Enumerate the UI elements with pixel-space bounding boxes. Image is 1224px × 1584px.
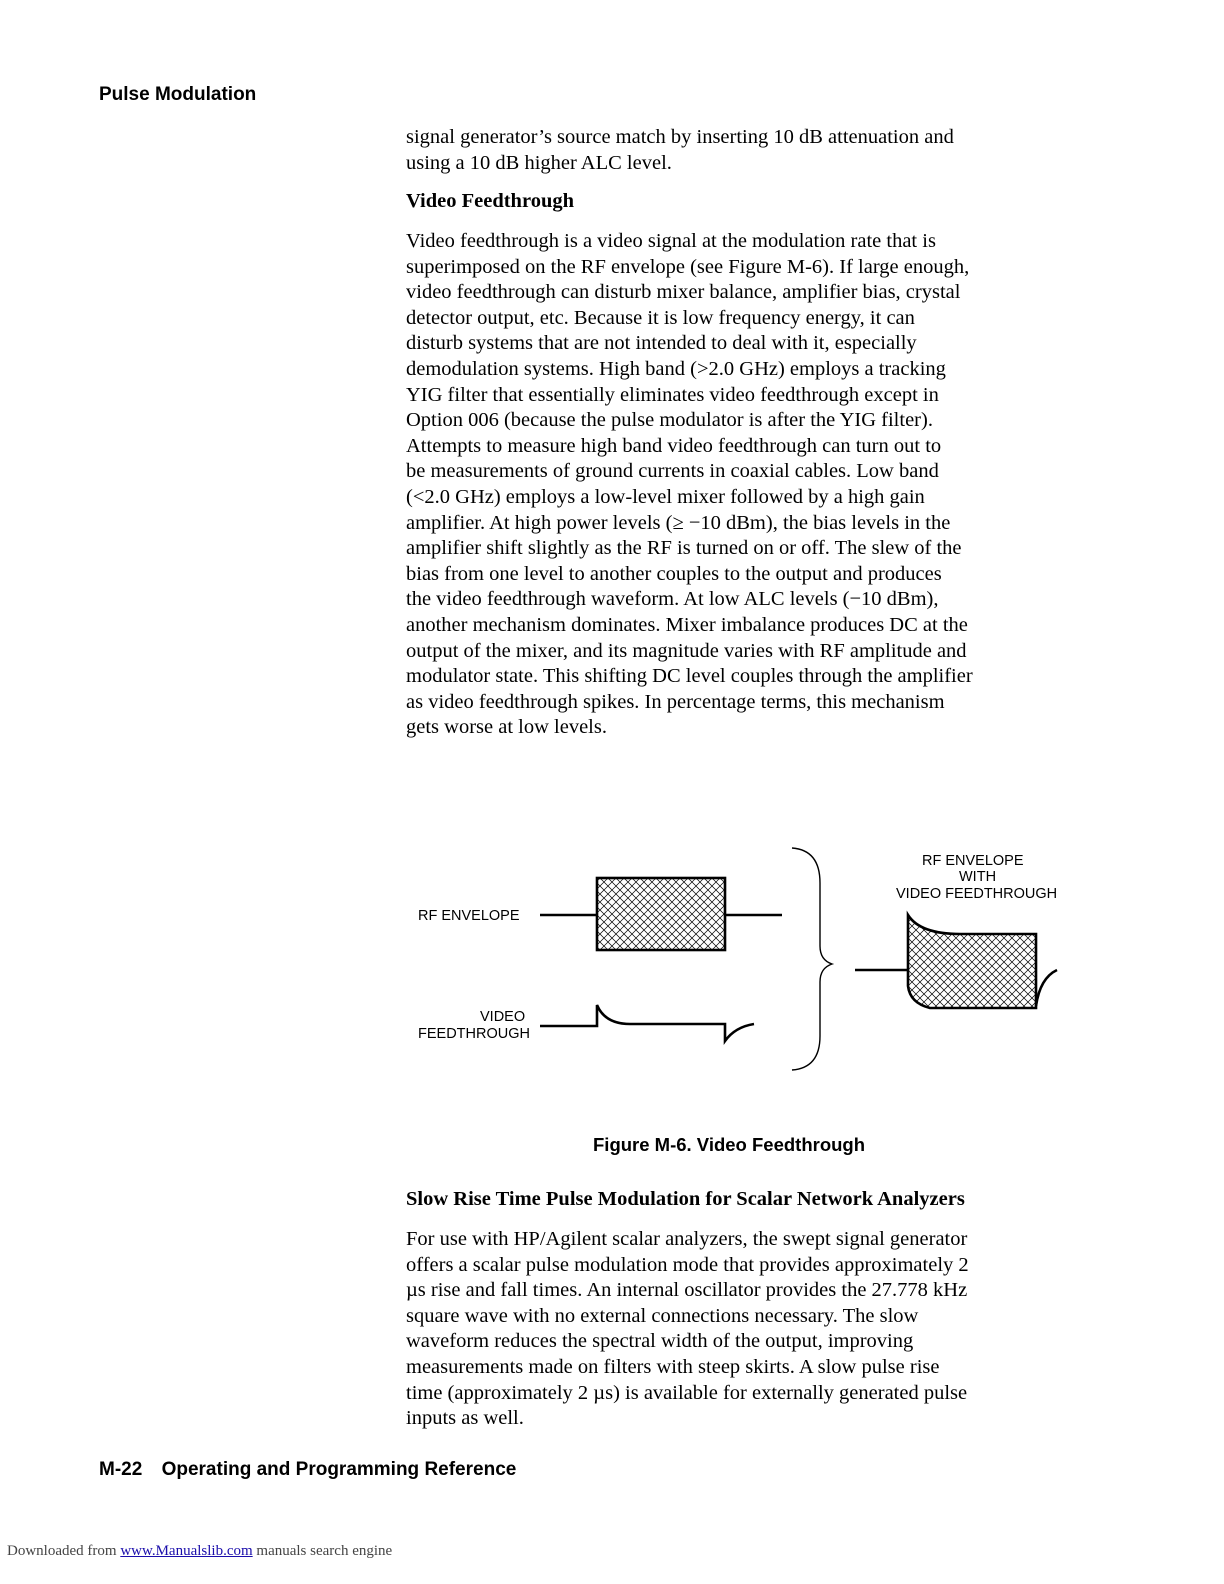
paragraph-line: modulator state. This shifting DC level couples through the amplifier	[406, 665, 973, 688]
result-trail-spike	[1036, 970, 1057, 1006]
video-feedthrough-paragraph	[406, 229, 1086, 741]
download-banner	[7, 1543, 392, 1560]
video-feedthrough-waveform	[540, 1005, 754, 1041]
paragraph-line: offers a scalar pulse modulation mode that provides approximately 2	[406, 1253, 969, 1276]
paragraph-line: superimposed on the RF envelope (see Figure M-6). If large enough,	[406, 255, 970, 278]
paragraph-line: gets worse at low levels.	[406, 716, 607, 739]
download-prefix: Downloaded from	[7, 1543, 117, 1559]
result-envelope-shape	[908, 915, 1036, 1008]
video-label: VIDEO	[480, 1009, 526, 1025]
paragraph-line: demodulation systems. High band (>2.0 GHz) employs a tracking	[406, 357, 946, 380]
paragraph-line: another mechanism dominates. Mixer imbalance produces DC at the	[406, 613, 968, 636]
page-footer	[99, 1459, 516, 1481]
brace-icon	[792, 848, 832, 1070]
slow-rise-paragraph	[406, 1227, 1086, 1432]
intro-line: signal generator’s source match by inserting 10 dB attenuation and	[406, 126, 954, 148]
paragraph-line: amplifier shift slightly as the RF is turned on or off. The slew of the	[406, 537, 962, 560]
page-number: M-22	[99, 1459, 143, 1480]
paragraph-line: amplifier. At high power levels (≥ −10 dBm), the bias levels in the	[406, 511, 951, 534]
paragraph-line: waveform reduces the spectral width of the output, improving	[406, 1330, 914, 1353]
paragraph-line: output of the mixer, and its magnitude varies with RF amplitude and	[406, 639, 967, 662]
rf-envelope-label: RF ENVELOPE	[418, 908, 520, 924]
paragraph-line: as video feedthrough spikes. In percentage terms, this mechanism	[406, 690, 945, 713]
paragraph-line: video feedthrough can disturb mixer balance, amplifier bias, crystal	[406, 281, 961, 304]
footer-title: Operating and Programming Reference	[161, 1459, 517, 1480]
paragraph-line: time (approximately 2 µs) is available for externally generated pulse	[406, 1381, 968, 1404]
figure-caption: Figure M-6. Video Feedthrough	[593, 1134, 866, 1155]
video-feedthrough-figure	[400, 838, 1080, 1078]
paragraph-line: Option 006 (because the pulse modulator is after the YIG filter).	[406, 409, 933, 432]
slow-rise-heading: Slow Rise Time Pulse Modulation for Scalar Network Analyzers	[406, 1188, 965, 1210]
running-header: Pulse Modulation	[99, 84, 257, 105]
paragraph-line: disturb systems that are not intended to deal with it, especially	[406, 332, 917, 355]
paragraph-line: be measurements of ground currents in coaxial cables. Low band	[406, 460, 939, 483]
result-label-line3: VIDEO FEEDTHROUGH	[896, 886, 1058, 902]
manualslib-link[interactable]: www.Manualslib.com	[120, 1543, 253, 1559]
paragraph-line: (<2.0 GHz) employs a low-level mixer followed by a high gain	[406, 485, 925, 508]
result-label-line2: WITH	[959, 869, 997, 885]
video-feedthrough-heading: Video Feedthrough	[406, 190, 574, 212]
result-label-line1: RF ENVELOPE	[922, 853, 1024, 869]
paragraph-line: YIG filter that essentially eliminates video feedthrough except in	[406, 383, 939, 406]
paragraph-line: the video feedthrough waveform. At low ALC levels (−10 dBm),	[406, 588, 939, 611]
paragraph-line: For use with HP/Agilent scalar analyzers, the swept signal generator	[406, 1228, 968, 1250]
rf-envelope-pulse	[597, 878, 725, 950]
paragraph-line: µs rise and fall times. An internal oscillator provides the 27.778 kHz	[406, 1279, 968, 1302]
download-suffix: manuals search engine	[256, 1543, 393, 1559]
paragraph-line: Attempts to measure high band video feedthrough can turn out to	[406, 434, 942, 457]
paragraph-line: inputs as well.	[406, 1407, 524, 1430]
feedthrough-label: FEEDTHROUGH	[418, 1026, 530, 1042]
paragraph-line: square wave with no external connections necessary. The slow	[406, 1304, 919, 1327]
paragraph-line: measurements made on filters with steep skirts. A slow pulse rise	[406, 1355, 940, 1378]
paragraph-line: detector output, etc. Because it is low frequency energy, it can	[406, 306, 915, 329]
paragraph-line: Video feedthrough is a video signal at the modulation rate that is	[406, 230, 936, 252]
intro-line: using a 10 dB higher ALC level.	[406, 151, 672, 174]
paragraph-line: bias from one level to another couples to the output and produces	[406, 562, 942, 585]
intro-paragraph	[406, 125, 1086, 176]
